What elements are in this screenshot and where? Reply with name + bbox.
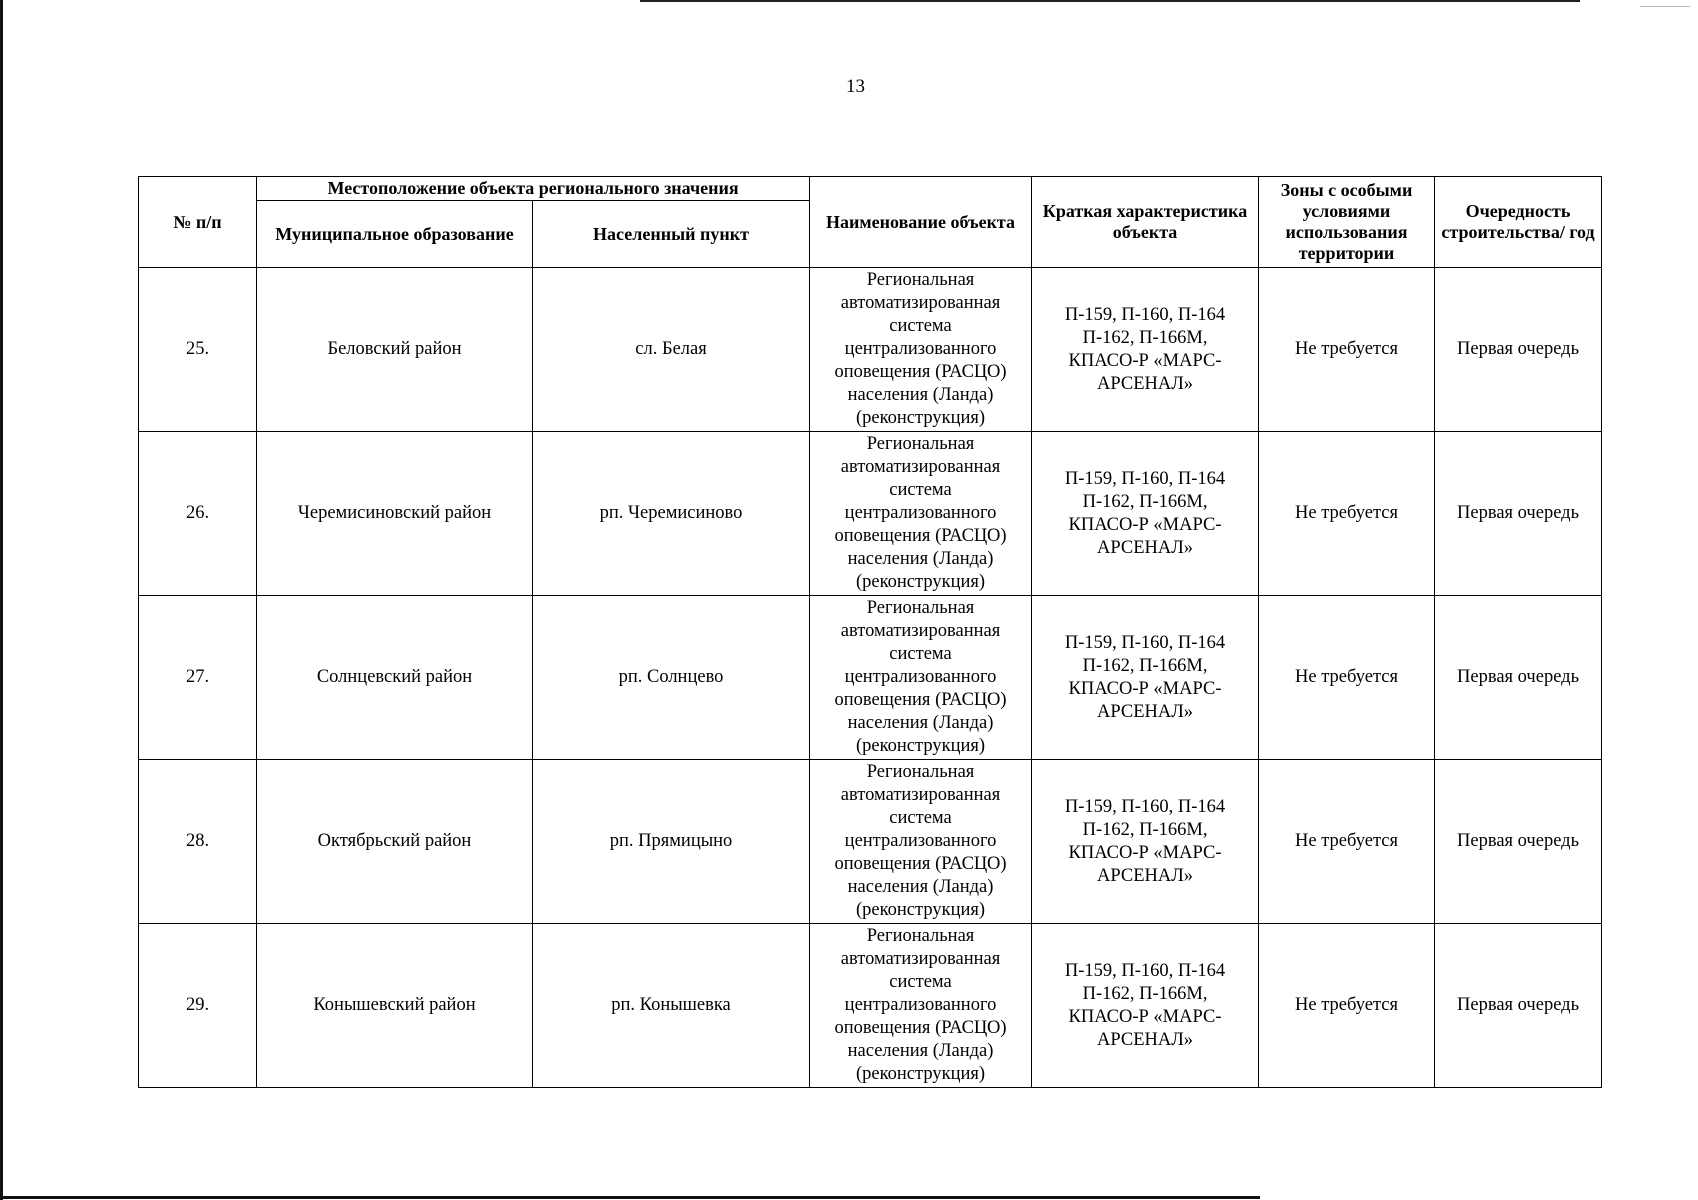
cell-brief-line: АРСЕНАЛ»: [1096, 373, 1194, 394]
cell-brief-line: П-159, П-160, П-164: [1064, 796, 1226, 817]
cell-brief-line: П-159, П-160, П-164: [1064, 960, 1226, 981]
cell-object-name-line: автоматизированная: [840, 785, 1001, 805]
cell-object-name-line: автоматизированная: [840, 621, 1001, 641]
table-row: [139, 760, 1602, 924]
cell-object-name-line: автоматизированная: [840, 949, 1001, 969]
header-settlement: Населенный пункт: [533, 201, 810, 268]
cell-object-name-line: населения (Ланда): [847, 549, 994, 569]
cell-object-name-line: (реконструкция): [855, 736, 986, 756]
cell-object-name-line: (реконструкция): [855, 900, 986, 920]
header-municipality: Муниципальное образование: [257, 201, 533, 268]
cell-object-name: [810, 760, 1032, 924]
cell-brief-line: П-162, П-166М,: [1082, 983, 1208, 1004]
cell-object-name-line: населения (Ланда): [847, 1041, 994, 1061]
cell-order: Первая очередь: [1435, 924, 1602, 1088]
cell-brief-line: КПАСО-Р «МАРС-: [1068, 514, 1222, 535]
cell-zones: Не требуется: [1259, 432, 1435, 596]
table-body: [139, 268, 1602, 1088]
cell-object-name-line: система: [889, 316, 952, 336]
table-row: [139, 924, 1602, 1088]
cell-brief: [1032, 924, 1259, 1088]
page-number: 13: [846, 76, 865, 97]
cell-brief: [1032, 596, 1259, 760]
cell-num: 29.: [139, 924, 257, 1088]
cell-object-name-line: централизованного: [844, 503, 997, 523]
cell-object-name-line: автоматизированная: [840, 293, 1001, 313]
cell-settlement: рп. Прямицыно: [533, 760, 810, 924]
cell-zones: Не требуется: [1259, 924, 1435, 1088]
cell-brief-line: П-159, П-160, П-164: [1064, 468, 1226, 489]
cell-brief-line: П-162, П-166М,: [1082, 491, 1208, 512]
cell-brief-line: АРСЕНАЛ»: [1096, 537, 1194, 558]
cell-object-name-line: (реконструкция): [855, 572, 986, 592]
cell-settlement: рп. Конышевка: [533, 924, 810, 1088]
cell-municipality: Октябрьский район: [257, 760, 533, 924]
cell-brief-line: П-159, П-160, П-164: [1064, 304, 1226, 325]
cell-order: Первая очередь: [1435, 760, 1602, 924]
cell-brief-line: П-162, П-166М,: [1082, 655, 1208, 676]
cell-object-name-line: Региональная: [866, 926, 975, 946]
cell-object-name-line: система: [889, 480, 952, 500]
cell-object-name: [810, 268, 1032, 432]
cell-settlement: сл. Белая: [533, 268, 810, 432]
cell-brief-line: АРСЕНАЛ»: [1096, 701, 1194, 722]
cell-brief-line: АРСЕНАЛ»: [1096, 1029, 1194, 1050]
scan-edge-left: [0, 0, 3, 1200]
cell-object-name: [810, 924, 1032, 1088]
cell-object-name-line: система: [889, 808, 952, 828]
cell-object-name-line: система: [889, 644, 952, 664]
cell-object-name-line: населения (Ланда): [847, 713, 994, 733]
cell-object-name-line: Региональная: [866, 762, 975, 782]
table-row: [139, 596, 1602, 760]
cell-settlement: рп. Солнцево: [533, 596, 810, 760]
cell-brief-line: КПАСО-Р «МАРС-: [1068, 842, 1222, 863]
cell-zones: Не требуется: [1259, 268, 1435, 432]
cell-object-name-line: оповещения (РАСЦО): [834, 854, 1007, 874]
cell-order: Первая очередь: [1435, 268, 1602, 432]
cell-object-name-line: (реконструкция): [855, 1064, 986, 1084]
cell-object-name-line: централизованного: [844, 831, 997, 851]
cell-brief: [1032, 268, 1259, 432]
cell-brief-line: КПАСО-Р «МАРС-: [1068, 678, 1222, 699]
table-row: [139, 432, 1602, 596]
header-row-1: [139, 177, 1602, 201]
cell-brief-line: П-162, П-166М,: [1082, 819, 1208, 840]
cell-object-name-line: Региональная: [866, 434, 975, 454]
cell-num: 26.: [139, 432, 257, 596]
cell-order: Первая очередь: [1435, 596, 1602, 760]
cell-object-name-line: оповещения (РАСЦО): [834, 690, 1007, 710]
cell-brief-line: АРСЕНАЛ»: [1096, 865, 1194, 886]
scan-edge-bottom: [0, 1196, 1260, 1199]
cell-settlement: рп. Черемисиново: [533, 432, 810, 596]
cell-municipality: Солнцевский район: [257, 596, 533, 760]
cell-object-name-line: централизованного: [844, 995, 997, 1015]
header-zones: Зоны с особыми условиями использования территории: [1259, 177, 1435, 268]
header-num: № п/п: [139, 177, 257, 268]
cell-zones: Не требуется: [1259, 760, 1435, 924]
cell-object-name-line: автоматизированная: [840, 457, 1001, 477]
cell-object-name-line: населения (Ланда): [847, 385, 994, 405]
header-object-name: Наименование объекта: [810, 177, 1032, 268]
cell-brief: [1032, 760, 1259, 924]
cell-brief-line: КПАСО-Р «МАРС-: [1068, 350, 1222, 371]
cell-object-name-line: централизованного: [844, 667, 997, 687]
cell-municipality: Беловский район: [257, 268, 533, 432]
cell-brief-line: П-159, П-160, П-164: [1064, 632, 1226, 653]
cell-brief-line: П-162, П-166М,: [1082, 327, 1208, 348]
cell-order: Первая очередь: [1435, 432, 1602, 596]
header-order: Очередность строительства/ год: [1435, 177, 1602, 268]
cell-object-name-line: централизованного: [844, 339, 997, 359]
scan-edge-top: [640, 0, 1580, 2]
cell-num: 25.: [139, 268, 257, 432]
cell-object-name: [810, 432, 1032, 596]
cell-object-name: [810, 596, 1032, 760]
cell-municipality: Черемисиновский район: [257, 432, 533, 596]
scan-edge-top-faint: [1640, 6, 1690, 7]
cell-brief: [1032, 432, 1259, 596]
cell-num: 27.: [139, 596, 257, 760]
cell-object-name-line: (реконструкция): [855, 408, 986, 428]
cell-brief-line: КПАСО-Р «МАРС-: [1068, 1006, 1222, 1027]
cell-object-name-line: система: [889, 972, 952, 992]
cell-object-name-line: оповещения (РАСЦО): [834, 362, 1007, 382]
cell-num: 28.: [139, 760, 257, 924]
header-brief: Краткая характеристика объекта: [1032, 177, 1259, 268]
cell-object-name-line: оповещения (РАСЦО): [834, 526, 1007, 546]
cell-municipality: Конышевский район: [257, 924, 533, 1088]
regional-objects-table: [138, 176, 1602, 1088]
cell-object-name-line: Региональная: [866, 598, 975, 618]
cell-object-name-line: населения (Ланда): [847, 877, 994, 897]
header-location-group: Местоположение объекта регионального значения: [257, 177, 810, 201]
cell-object-name-line: Региональная: [866, 270, 975, 290]
cell-object-name-line: оповещения (РАСЦО): [834, 1018, 1007, 1038]
table-row: [139, 268, 1602, 432]
cell-zones: Не требуется: [1259, 596, 1435, 760]
